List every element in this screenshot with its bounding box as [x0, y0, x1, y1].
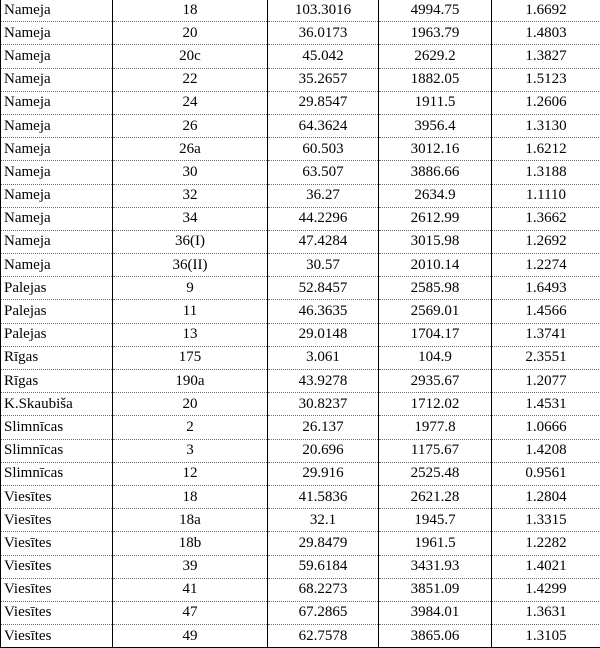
ratio-cell: 1.4208 [492, 439, 600, 462]
table-row [1, 462, 600, 485]
street-cell: Viesītes [1, 509, 113, 532]
street-cell: Nameja [1, 91, 113, 114]
house-number-cell: 26a [113, 138, 268, 161]
ratio-cell: 1.3741 [492, 323, 600, 346]
house-number-cell: 190a [113, 370, 268, 393]
house-number-cell: 24 [113, 91, 268, 114]
area-cell: 29.8547 [268, 91, 379, 114]
table-row [1, 45, 600, 68]
ratio-cell: 1.4021 [492, 555, 600, 578]
house-number-cell: 47 [113, 601, 268, 624]
table-row [1, 184, 600, 207]
area-cell: 103.3016 [268, 0, 379, 22]
table-row [1, 601, 600, 624]
street-cell: Nameja [1, 254, 113, 277]
area-cell: 64.3624 [268, 114, 379, 137]
table-row [1, 346, 600, 369]
table-row [1, 370, 600, 393]
table-row [1, 439, 600, 462]
house-number-cell: 20c [113, 45, 268, 68]
ratio-cell: 1.4531 [492, 393, 600, 416]
street-cell: Viesītes [1, 555, 113, 578]
table-row [1, 625, 600, 648]
house-number-cell: 36(II) [113, 254, 268, 277]
house-number-cell: 36(I) [113, 230, 268, 253]
table-row [1, 323, 600, 346]
table-row [1, 578, 600, 601]
ratio-cell: 1.4566 [492, 300, 600, 323]
ratio-cell: 1.2077 [492, 370, 600, 393]
value-cell: 3865.06 [379, 625, 492, 648]
street-cell: Viesītes [1, 625, 113, 648]
value-cell: 3984.01 [379, 601, 492, 624]
street-cell: Nameja [1, 184, 113, 207]
table-row [1, 300, 600, 323]
street-cell: Palejas [1, 300, 113, 323]
ratio-cell: 1.6493 [492, 277, 600, 300]
value-cell: 2585.98 [379, 277, 492, 300]
table-row [1, 485, 600, 508]
street-cell: Slimnīcas [1, 439, 113, 462]
value-cell: 2935.67 [379, 370, 492, 393]
table-body [1, 0, 600, 648]
value-cell: 2525.48 [379, 462, 492, 485]
ratio-cell: 1.4803 [492, 22, 600, 45]
house-number-cell: 11 [113, 300, 268, 323]
table-row [1, 532, 600, 555]
table-row [1, 230, 600, 253]
ratio-cell: 1.3631 [492, 601, 600, 624]
house-number-cell: 2 [113, 416, 268, 439]
street-cell: K.Skaubiša [1, 393, 113, 416]
table-row [1, 254, 600, 277]
street-cell: Nameja [1, 161, 113, 184]
value-cell: 1963.79 [379, 22, 492, 45]
area-cell: 45.042 [268, 45, 379, 68]
street-cell: Rīgas [1, 370, 113, 393]
street-cell: Viesītes [1, 485, 113, 508]
street-cell: Nameja [1, 114, 113, 137]
street-cell: Rīgas [1, 346, 113, 369]
area-cell: 59.6184 [268, 555, 379, 578]
table-row [1, 0, 600, 22]
table-row [1, 509, 600, 532]
area-cell: 68.2273 [268, 578, 379, 601]
table-row [1, 207, 600, 230]
house-number-cell: 26 [113, 114, 268, 137]
house-number-cell: 18b [113, 532, 268, 555]
ratio-cell: 1.2804 [492, 485, 600, 508]
value-cell: 1712.02 [379, 393, 492, 416]
table-row [1, 416, 600, 439]
area-cell: 26.137 [268, 416, 379, 439]
value-cell: 4994.75 [379, 0, 492, 22]
table-row [1, 277, 600, 300]
house-number-cell: 41 [113, 578, 268, 601]
value-cell: 2010.14 [379, 254, 492, 277]
area-cell: 47.4284 [268, 230, 379, 253]
street-cell: Viesītes [1, 601, 113, 624]
house-number-cell: 20 [113, 22, 268, 45]
table-row [1, 22, 600, 45]
house-number-cell: 30 [113, 161, 268, 184]
house-number-cell: 34 [113, 207, 268, 230]
table-row [1, 138, 600, 161]
house-number-cell: 39 [113, 555, 268, 578]
area-cell: 32.1 [268, 509, 379, 532]
area-cell: 29.8479 [268, 532, 379, 555]
area-cell: 44.2296 [268, 207, 379, 230]
street-cell: Nameja [1, 22, 113, 45]
ratio-cell: 1.2282 [492, 532, 600, 555]
area-cell: 29.916 [268, 462, 379, 485]
value-cell: 3851.09 [379, 578, 492, 601]
table-row [1, 91, 600, 114]
street-cell: Palejas [1, 277, 113, 300]
street-cell: Nameja [1, 45, 113, 68]
value-cell: 3012.16 [379, 138, 492, 161]
value-cell: 1945.7 [379, 509, 492, 532]
house-number-cell: 18a [113, 509, 268, 532]
area-cell: 62.7578 [268, 625, 379, 648]
value-cell: 1961.5 [379, 532, 492, 555]
area-cell: 20.696 [268, 439, 379, 462]
ratio-cell: 1.2274 [492, 254, 600, 277]
house-number-cell: 175 [113, 346, 268, 369]
value-cell: 1882.05 [379, 68, 492, 91]
street-cell: Nameja [1, 138, 113, 161]
value-cell: 1704.17 [379, 323, 492, 346]
area-cell: 43.9278 [268, 370, 379, 393]
street-cell: Nameja [1, 230, 113, 253]
area-cell: 36.0173 [268, 22, 379, 45]
area-cell: 67.2865 [268, 601, 379, 624]
ratio-cell: 1.3188 [492, 161, 600, 184]
ratio-cell: 1.3130 [492, 114, 600, 137]
area-cell: 46.3635 [268, 300, 379, 323]
house-number-cell: 3 [113, 439, 268, 462]
street-cell: Viesītes [1, 532, 113, 555]
value-cell: 3431.93 [379, 555, 492, 578]
street-cell: Slimnīcas [1, 416, 113, 439]
table-row [1, 68, 600, 91]
house-number-cell: 22 [113, 68, 268, 91]
value-cell: 1175.67 [379, 439, 492, 462]
value-cell: 104.9 [379, 346, 492, 369]
house-number-cell: 18 [113, 0, 268, 22]
house-number-cell: 49 [113, 625, 268, 648]
table-row [1, 161, 600, 184]
value-cell: 2569.01 [379, 300, 492, 323]
value-cell: 2629.2 [379, 45, 492, 68]
house-number-cell: 12 [113, 462, 268, 485]
ratio-cell: 1.2606 [492, 91, 600, 114]
value-cell: 1911.5 [379, 91, 492, 114]
street-cell: Viesītes [1, 578, 113, 601]
ratio-cell: 1.3827 [492, 45, 600, 68]
ratio-cell: 2.3551 [492, 346, 600, 369]
house-number-cell: 20 [113, 393, 268, 416]
area-cell: 36.27 [268, 184, 379, 207]
ratio-cell: 1.6692 [492, 0, 600, 22]
street-cell: Palejas [1, 323, 113, 346]
area-cell: 30.8237 [268, 393, 379, 416]
ratio-cell: 1.3662 [492, 207, 600, 230]
street-cell: Nameja [1, 207, 113, 230]
area-cell: 60.503 [268, 138, 379, 161]
area-cell: 63.507 [268, 161, 379, 184]
value-cell: 2621.28 [379, 485, 492, 508]
ratio-cell: 1.5123 [492, 68, 600, 91]
house-number-cell: 18 [113, 485, 268, 508]
ratio-cell: 0.9561 [492, 462, 600, 485]
house-number-cell: 13 [113, 323, 268, 346]
ratio-cell: 1.3315 [492, 509, 600, 532]
table-row [1, 114, 600, 137]
house-number-cell: 32 [113, 184, 268, 207]
street-cell: Nameja [1, 68, 113, 91]
value-cell: 3956.4 [379, 114, 492, 137]
area-cell: 29.0148 [268, 323, 379, 346]
ratio-cell: 1.4299 [492, 578, 600, 601]
value-cell: 3015.98 [379, 230, 492, 253]
ratio-cell: 1.3105 [492, 625, 600, 648]
house-number-cell: 9 [113, 277, 268, 300]
area-cell: 52.8457 [268, 277, 379, 300]
ratio-cell: 1.6212 [492, 138, 600, 161]
table-row [1, 555, 600, 578]
ratio-cell: 1.1110 [492, 184, 600, 207]
value-cell: 2634.9 [379, 184, 492, 207]
ratio-cell: 1.0666 [492, 416, 600, 439]
street-cell: Slimnīcas [1, 462, 113, 485]
value-cell: 2612.99 [379, 207, 492, 230]
street-cell: Nameja [1, 0, 113, 22]
ratio-cell: 1.2692 [492, 230, 600, 253]
area-cell: 30.57 [268, 254, 379, 277]
table-row [1, 393, 600, 416]
area-cell: 3.061 [268, 346, 379, 369]
value-cell: 3886.66 [379, 161, 492, 184]
area-cell: 35.2657 [268, 68, 379, 91]
area-cell: 41.5836 [268, 485, 379, 508]
value-cell: 1977.8 [379, 416, 492, 439]
